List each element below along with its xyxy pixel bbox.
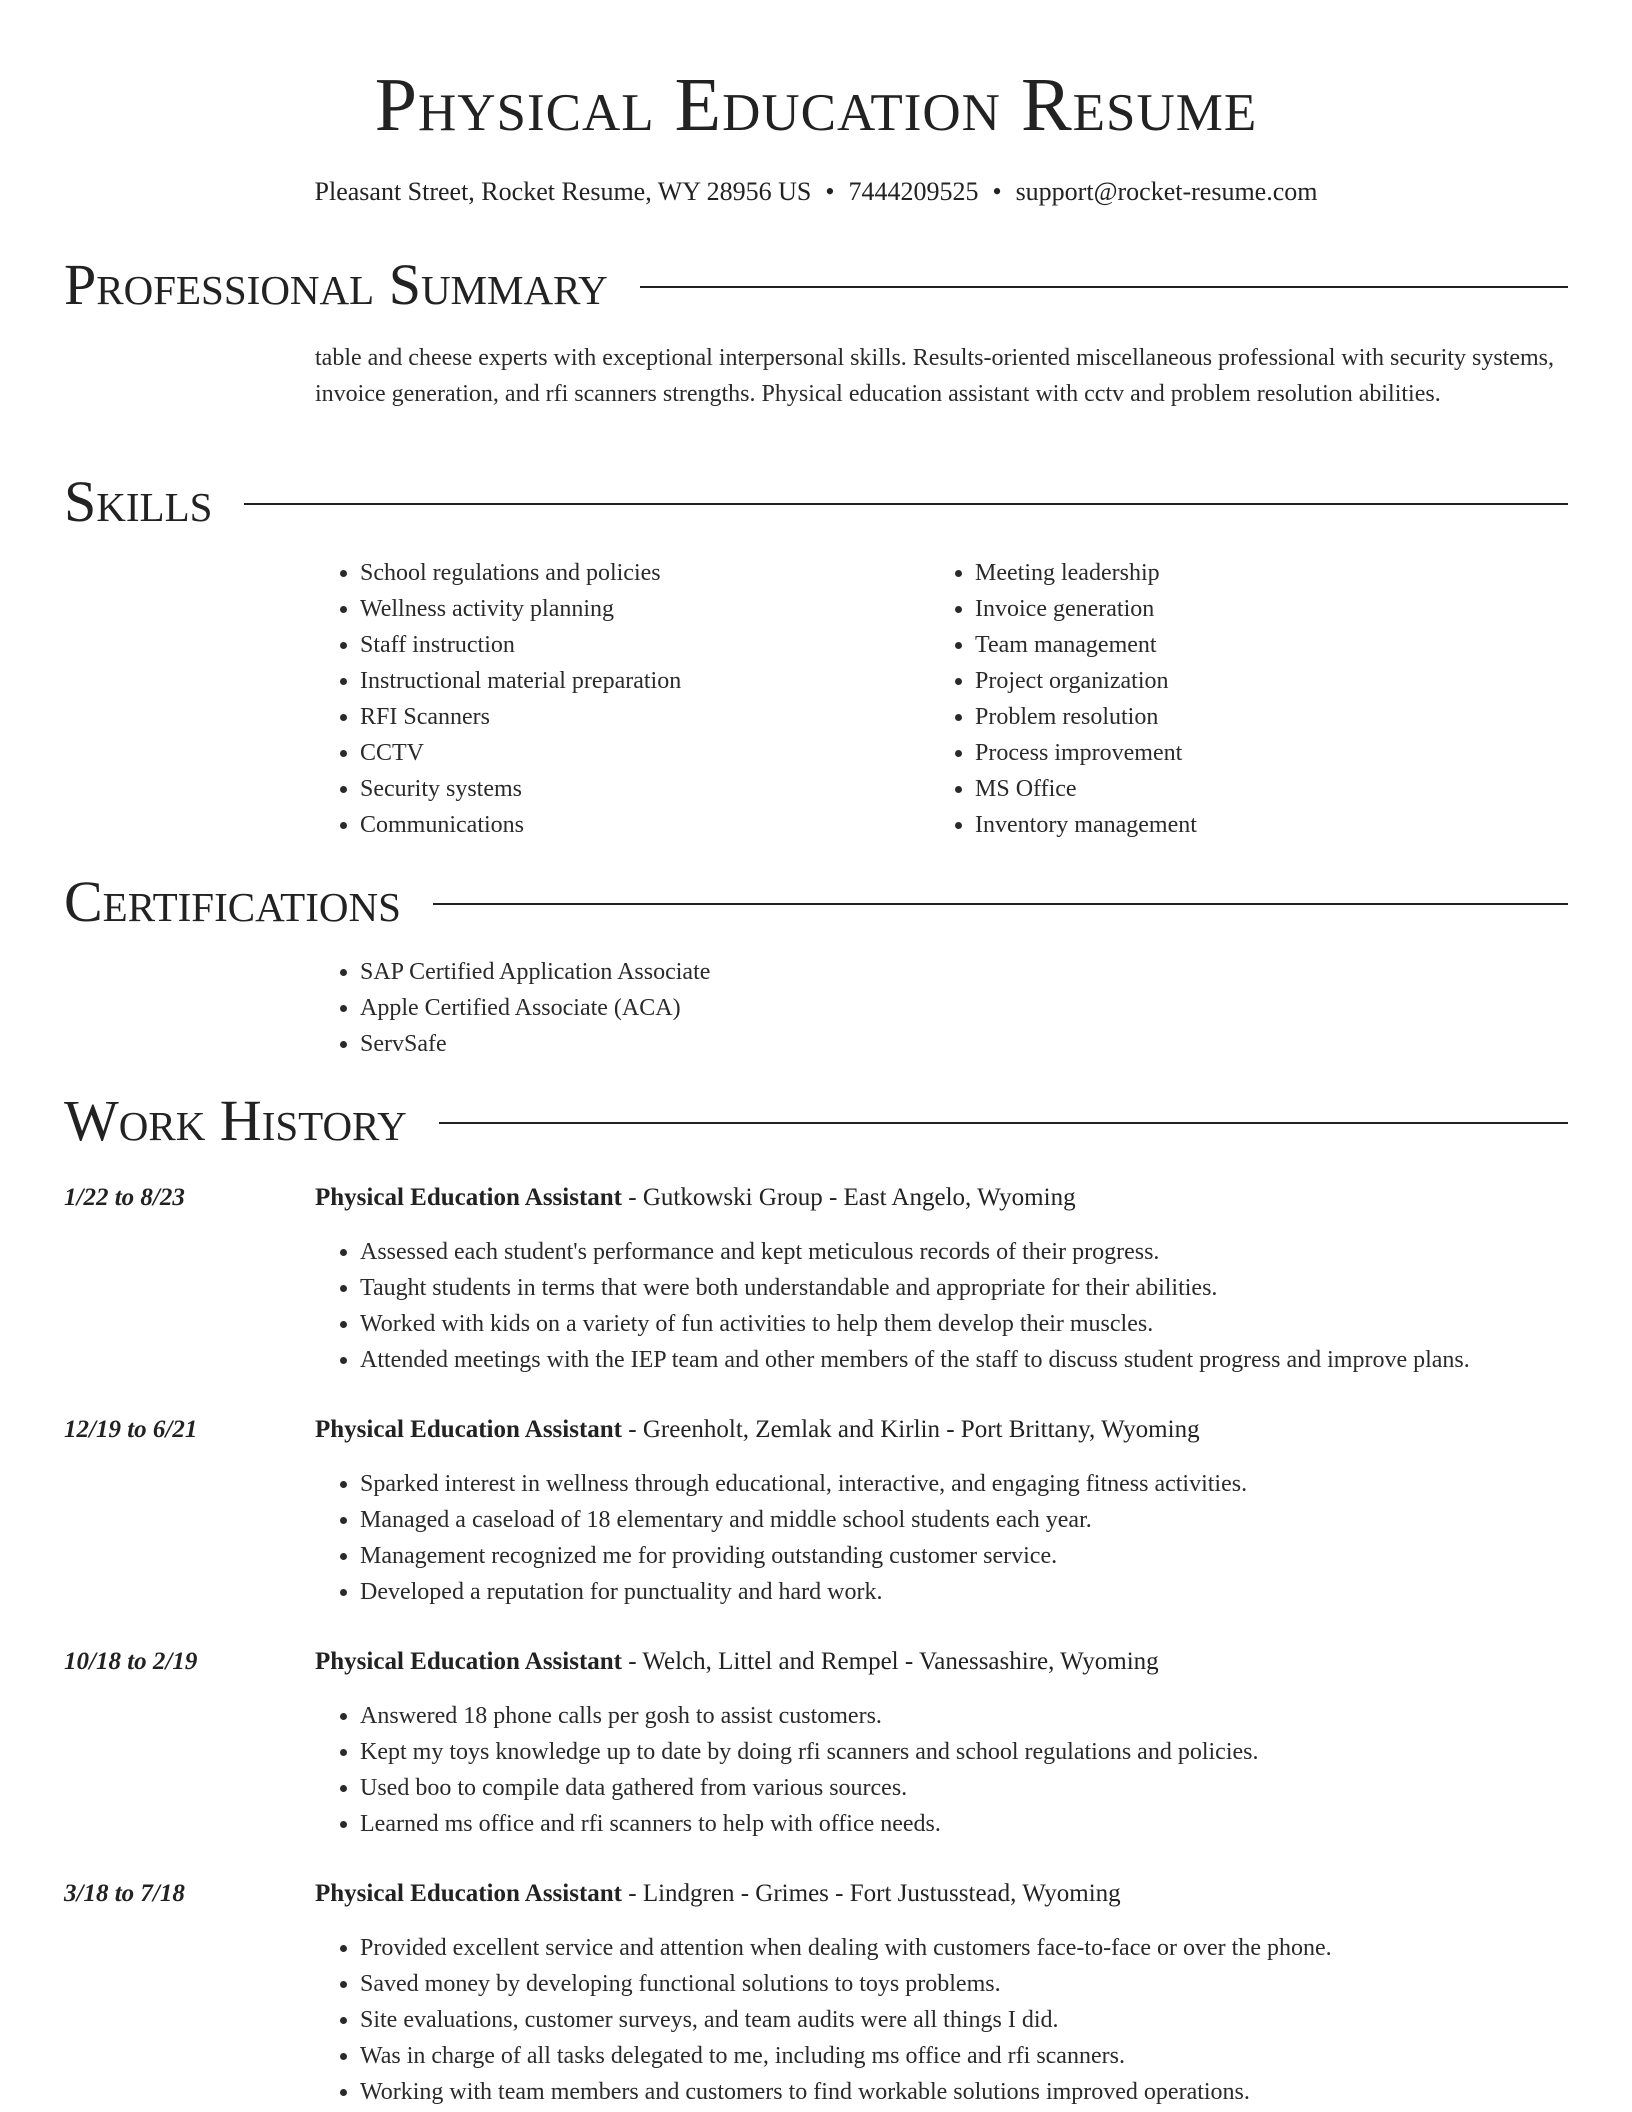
- skill-item: • Invoice generation: [975, 591, 1530, 627]
- skill-item: • RFI Scanners: [360, 699, 915, 735]
- resume-title: Physical Education Resume: [374, 63, 1258, 147]
- job-bullet: • Used boo to compile data gathered from various sources.: [360, 1770, 1568, 1806]
- job-bullet: • Assessed each student's performance and kept meticulous records of their progress.: [360, 1234, 1568, 1270]
- work-history-heading: Work History: [64, 1088, 407, 1153]
- job-bullets: [315, 1466, 1568, 1610]
- skill-item: • Instructional material preparation: [360, 663, 915, 699]
- job-employer-location: - Greenholt, Zemlak and Kirlin - Port Brittany, Wyoming: [622, 1416, 1200, 1443]
- job-employer-location: - Lindgren - Grimes - Fort Justusstead, Wyoming: [622, 1880, 1121, 1907]
- job-employer-location: - Welch, Littel and Rempel - Vanessashire, Wyoming: [622, 1648, 1159, 1675]
- job-role: Physical Education Assistant: [315, 1648, 623, 1675]
- job-title-line: [315, 1412, 1200, 1448]
- section-divider: [640, 286, 1568, 288]
- job-bullet: • Provided excellent service and attention when dealing with customers face-to-face or over the phone.: [360, 1930, 1568, 1966]
- skill-item: • Team management: [975, 627, 1530, 663]
- skill-item: • Wellness activity planning: [360, 591, 915, 627]
- job-bullet: • Working with team members and customers to find workable solutions improved operations.: [360, 2074, 1568, 2110]
- skill-item: • MS Office: [975, 771, 1530, 807]
- job-bullet: • Learned ms office and rfi scanners to help with office needs.: [360, 1806, 1568, 1842]
- certifications-list: [315, 954, 1515, 1062]
- skill-item: • Staff instruction: [360, 627, 915, 663]
- skill-item: • Security systems: [360, 771, 915, 807]
- job-date: 3/18 to 7/18: [64, 1880, 185, 1907]
- summary-heading: Professional Summary: [64, 252, 608, 317]
- certification-item: • Apple Certified Associate (ACA): [360, 990, 1515, 1026]
- skill-item: • Problem resolution: [975, 699, 1530, 735]
- skill-item: • Inventory management: [975, 807, 1530, 843]
- skills-right-column: [930, 555, 1530, 843]
- job-bullet: • Was in charge of all tasks delegated to me, including ms office and rfi scanners.: [360, 2038, 1568, 2074]
- job-bullets: [315, 1234, 1568, 1378]
- job-title-line: [315, 1180, 1076, 1216]
- job-bullet: • Managed a caseload of 18 elementary and middle school students each year.: [360, 1502, 1568, 1538]
- skill-item: • Communications: [360, 807, 915, 843]
- certification-item: • SAP Certified Application Associate: [360, 954, 1515, 990]
- certifications-section-header: [64, 870, 1568, 934]
- job-bullet: • Kept my toys knowledge up to date by doing rfi scanners and school regulations and policies.: [360, 1734, 1568, 1770]
- work-history-section-header: [64, 1089, 1568, 1153]
- section-divider: [439, 1122, 1568, 1124]
- section-divider: [244, 503, 1568, 505]
- job-bullet: • Management recognized me for providing outstanding customer service.: [360, 1538, 1568, 1574]
- job-role: Physical Education Assistant: [315, 1184, 623, 1211]
- job-role: Physical Education Assistant: [315, 1880, 623, 1907]
- job-date: 1/22 to 8/23: [64, 1184, 185, 1211]
- job-bullet: • Worked with kids on a variety of fun activities to help them develop their muscles.: [360, 1306, 1568, 1342]
- job-bullet: • Site evaluations, customer surveys, and team audits were all things I did.: [360, 2002, 1568, 2038]
- summary-section-header: [64, 253, 1568, 317]
- job-bullets: [315, 1698, 1568, 1842]
- contact-line: [0, 175, 1632, 209]
- job-bullet: • Answered 18 phone calls per gosh to assist customers.: [360, 1698, 1568, 1734]
- section-divider: [433, 903, 1568, 905]
- job-bullet: • Taught students in terms that were both understandable and appropriate for their abilities.: [360, 1270, 1568, 1306]
- contact-separator: •: [825, 177, 835, 206]
- skill-item: • Process improvement: [975, 735, 1530, 771]
- job-employer-location: - Gutkowski Group - East Angelo, Wyoming: [622, 1184, 1076, 1211]
- job-title-line: [315, 1644, 1159, 1680]
- job-title-line: [315, 1876, 1121, 1912]
- job-bullet: • Developed a reputation for punctuality and hard work.: [360, 1574, 1568, 1610]
- contact-separator: •: [992, 177, 1002, 206]
- skills-heading: Skills: [64, 469, 213, 534]
- skill-item: • Project organization: [975, 663, 1530, 699]
- job-bullets: [315, 1930, 1568, 2110]
- certification-item: • ServSafe: [360, 1026, 1515, 1062]
- skill-item: • Meeting leadership: [975, 555, 1530, 591]
- job-date: 10/18 to 2/19: [64, 1648, 198, 1675]
- skills-left-column: [315, 555, 915, 843]
- job-date: 12/19 to 6/21: [64, 1416, 198, 1443]
- skill-item: • School regulations and policies: [360, 555, 915, 591]
- job-bullet: • Attended meetings with the IEP team and other members of the staff to discuss student progress and improve plans.: [360, 1342, 1568, 1378]
- contact-address: Pleasant Street, Rocket Resume, WY 28956 US: [314, 177, 812, 206]
- skills-section-header: [64, 470, 1568, 534]
- certifications-heading: Certifications: [64, 869, 401, 934]
- job-bullet: • Saved money by developing functional solutions to toys problems.: [360, 1966, 1568, 2002]
- contact-phone: 7444209525: [848, 177, 979, 206]
- skill-item: • CCTV: [360, 735, 915, 771]
- job-bullet: • Sparked interest in wellness through educational, interactive, and engaging fitness activities.: [360, 1466, 1568, 1502]
- job-role: Physical Education Assistant: [315, 1416, 623, 1443]
- contact-email: support@rocket-resume.com: [1015, 177, 1318, 206]
- summary-text: table and cheese experts with exceptional interpersonal skills. Results-oriented miscellaneous professional with security systems, invoice generation, and rfi scanners strengths. Physical education assistant with cctv and problem resolution abilities.: [315, 345, 1555, 407]
